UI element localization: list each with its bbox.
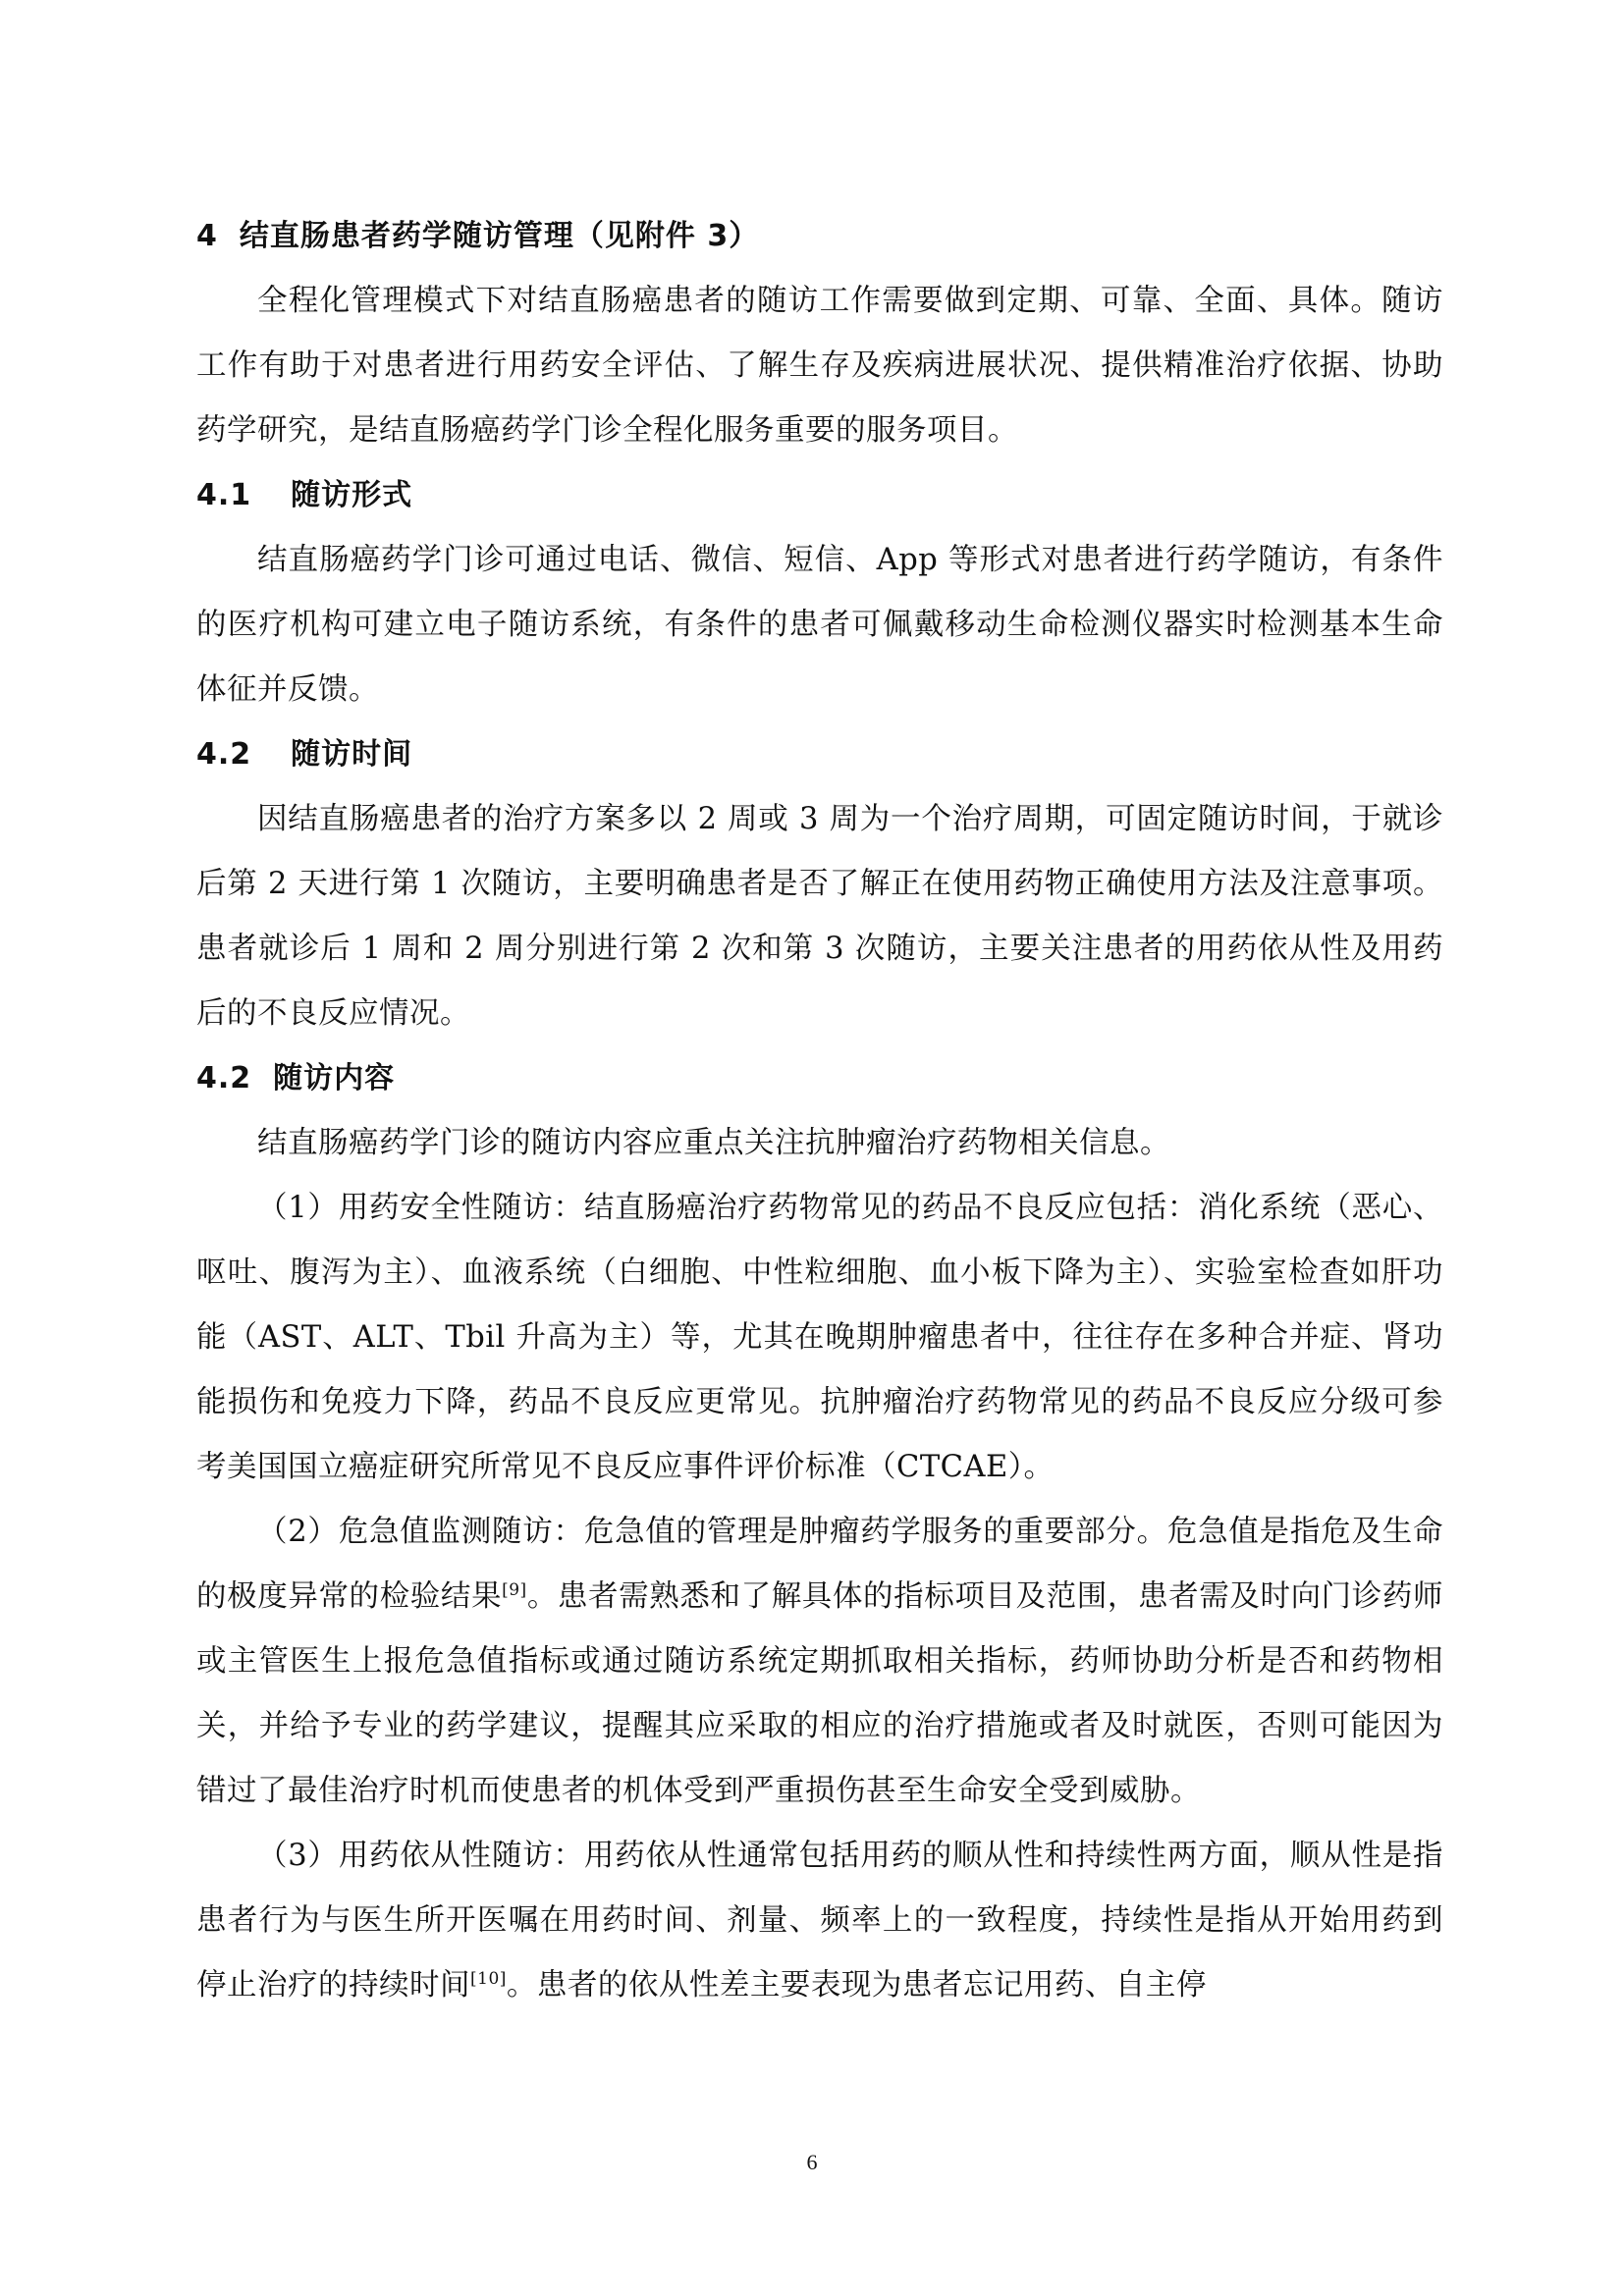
paragraph-content-intro: 结直肠癌药学门诊的随访内容应重点关注抗肿瘤治疗药物相关信息。	[257, 1126, 1170, 1160]
paragraph-critical-value	[196, 1500, 1443, 1824]
section-title: 随访内容	[273, 1061, 396, 1095]
paragraph-follow-up-form: 结直肠癌药学门诊可通过电话、微信、短信、App 等形式对患者进行药学随访，有条件的医疗机构可建立电子随访系统，有条件的患者可佩戴移动生命检测仪器实时检测基本生命体征并反馈。	[196, 543, 1443, 707]
section-heading-4-2-time	[196, 722, 1443, 787]
section-title: 随访时间	[291, 737, 413, 772]
section-number: 4	[196, 219, 218, 253]
citation-reference: [10]	[470, 1968, 507, 1989]
paragraph-medication-safety: （1）用药安全性随访：结直肠癌治疗药物常见的药品不良反应包括：消化系统（恶心、呕吐、腹泻为主）、血液系统（白细胞、中性粒细胞、血小板下降为主）、实验室检查如肝功能（AST、ALT、Tbil 升高为主）等，尤其在晚期肿瘤患者中，往往存在多种合并症、肾功能损伤和免疫力下降，药品不良反应更常见。抗肿瘤治疗药物常见的药品不良反应分级可参考美国国立癌症研究所常见不良反应事件评价标准（CTCAE）。	[196, 1191, 1443, 1484]
paragraph-intro: 全程化管理模式下对结直肠癌患者的随访工作需要做到定期、可靠、全面、具体。随访工作有助于对患者进行用药安全评估、了解生存及疾病进展状况、提供精准治疗依据、协助药学研究，是结直肠癌药学门诊全程化服务重要的服务项目。	[196, 284, 1443, 448]
page-content	[196, 204, 1443, 2018]
section-number: 4.1	[196, 478, 252, 512]
text-run: 。患者需熟悉和了解具体的指标项目及范围，患者需及时向门诊药师或主管医生上报危急值指标或通过随访系统定期抓取相关指标，药师协助分析是否和药物相关，并给予专业的药学建议，提醒其应采取的相应的治疗措施或者及时就医，否则可能因为错过了最佳治疗时机而使患者的机体受到严重损伤甚至生命安全受到威胁。	[196, 1579, 1444, 1808]
text-run: （2）危急值监测随访：危急值的管理是肿瘤药学服务的重要部分。危急值是指危及生命的极度异常的检验结果	[196, 1515, 1443, 1614]
section-title: 结直肠患者药学随访管理（见附件 3）	[239, 219, 760, 253]
citation-reference: [9]	[502, 1579, 527, 1600]
section-heading-4-2-content	[196, 1046, 1443, 1111]
text-run: （3）用药依从性随访：用药依从性通常包括用药的顺从性和持续性两方面，顺从性是指患者行为与医生所开医嘱在用药时间、剂量、频率上的一致程度，持续性是指从开始用药到停止治疗的持续时间	[196, 1839, 1443, 2002]
section-number: 4.2	[196, 737, 252, 772]
paragraph-adherence	[196, 1824, 1443, 2018]
section-number: 4.2	[196, 1061, 252, 1095]
section-heading-4-1	[196, 463, 1443, 528]
text-run: 。患者的依从性差主要表现为患者忘记用药、自主停	[506, 1968, 1207, 2002]
section-title: 随访形式	[291, 478, 413, 512]
section-heading-4	[196, 204, 1443, 269]
paragraph-follow-up-time: 因结直肠癌患者的治疗方案多以 2 周或 3 周为一个治疗周期，可固定随访时间，于就诊后第 2 天进行第 1 次随访，主要明确患者是否了解正在使用药物正确使用方法及注意事项。患者就诊后 1 周和 2 周分别进行第 2 次和第 3 次随访，主要关注患者的用药依从性及用药后的不良反应情况。	[196, 802, 1443, 1031]
page-number: 6	[806, 2150, 818, 2174]
